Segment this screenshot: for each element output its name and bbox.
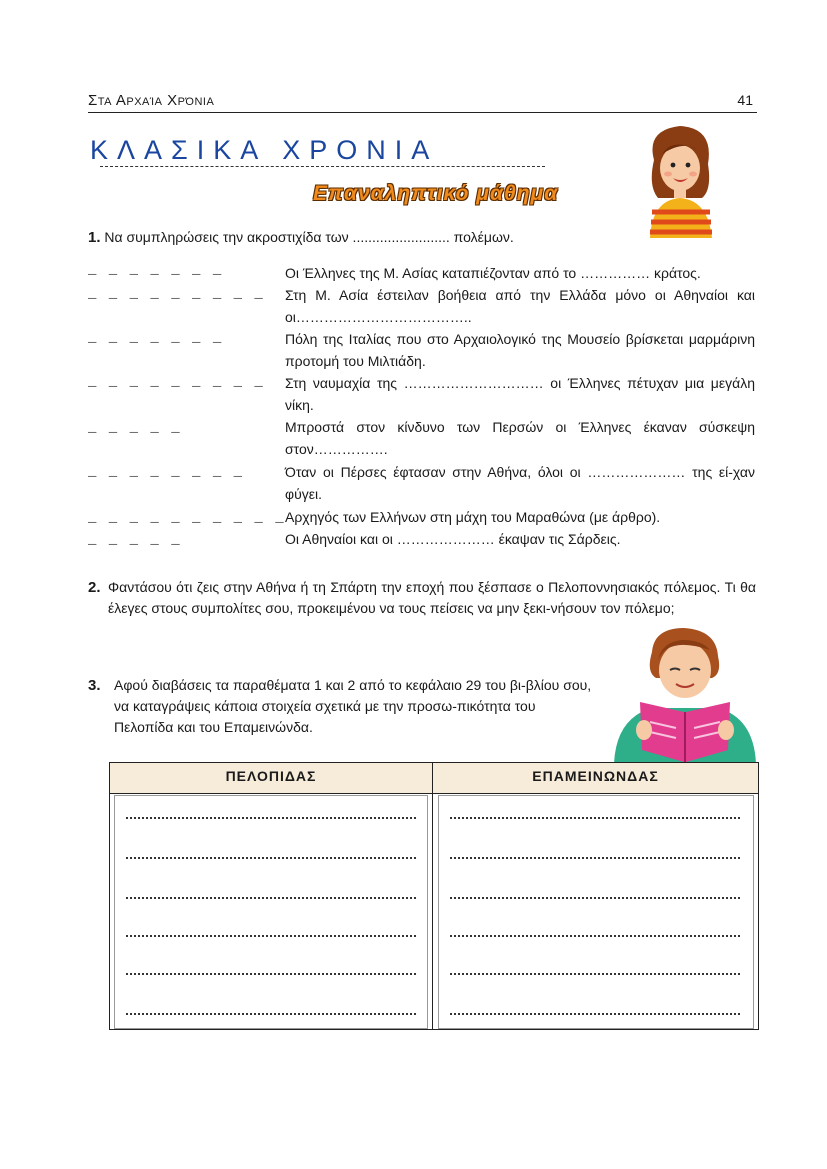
acrostic-clue: Οι Έλληνες της Μ. Ασίας καταπιέζονταν από το …………… κράτος.	[285, 265, 701, 281]
acrostic-blanks[interactable]: _ _ _ _ _ _ _	[88, 330, 224, 346]
comparison-table	[109, 762, 759, 1030]
acrostic-blanks[interactable]: _ _ _ _ _ _ _	[88, 262, 224, 278]
acrostic-clue: Αρχηγός των Ελλήνων στη μάχη του Μαραθώνα (με άρθρο).	[285, 509, 661, 525]
answer-line[interactable]	[126, 817, 416, 819]
answer-line[interactable]	[450, 935, 740, 937]
page-number: 41	[737, 92, 753, 108]
column-header-epameinondas: ΕΠΑΜΕΙΝΩΝΔΑΣ	[532, 768, 659, 784]
answer-line[interactable]	[450, 857, 740, 859]
acrostic-clue: Στη Μ. Ασία έστειλαν βοήθεια από την Ελλάδα μόνο οι Αθηναίοι και οι………………………………..	[285, 287, 755, 325]
question-number: 1.	[88, 229, 101, 246]
acrostic-blanks[interactable]: _ _ _ _ _ _ _ _ _	[88, 286, 265, 302]
question-number: 3.	[88, 677, 101, 694]
answer-line[interactable]	[450, 817, 740, 819]
question-text: Αφού διαβάσεις τα παραθέματα 1 και 2 από το κεφάλαιο 29 του βι-βλίου σου, να καταγράψεις κάποια στοιχεία σχετικά με την προσω-πικότητα του Πελοπίδα και του Επαμεινώνδα.	[114, 677, 592, 735]
acrostic-clue: Όταν οι Πέρσες έφτασαν στην Αθήνα, όλοι οι ………………… της εί-χαν φύγει.	[285, 464, 755, 502]
answer-box-left[interactable]	[114, 795, 428, 1029]
question-3	[88, 675, 598, 738]
acrostic-blanks[interactable]: _ _ _ _ _	[88, 532, 182, 548]
column-header-pelopidas: ΠΕΛΟΠΙΔΑΣ	[225, 768, 317, 784]
question-text: Φαντάσου ότι ζεις στην Αθήνα ή τη Σπάρτη την εποχή που ξέσπασε ο Πελοποννησιακός πόλεμος. Τι θα έλεγες στους συμπολίτες σου, προκειμένου να τους πείσεις να μην ξεκι-νήσουν τον πόλεμο;	[108, 579, 756, 616]
column-divider	[432, 763, 433, 1029]
answer-line[interactable]	[126, 857, 416, 859]
running-title: Στα Αρχαία Χρόνια	[88, 92, 215, 109]
acrostic-blanks[interactable]: _ _ _ _ _ _ _ _ _ _	[88, 510, 286, 526]
question-text: Να συμπληρώσεις την ακροστιχίδα των ......................... πολέμων.	[104, 229, 514, 245]
acrostic-blanks[interactable]: _ _ _ _ _ _ _ _	[88, 464, 245, 480]
header-rule	[88, 112, 757, 113]
acrostic-blanks[interactable]: _ _ _ _ _ _ _ _ _	[88, 374, 265, 390]
boy-reading-illustration	[612, 626, 758, 764]
acrostic-clue: Οι Αθηναίοι και οι ………………… έκαψαν τις Σάρδεις.	[285, 531, 621, 547]
title-underline	[100, 166, 545, 167]
girl-illustration	[640, 120, 720, 238]
question-1	[88, 227, 628, 248]
acrostic-blanks[interactable]: _ _ _ _ _	[88, 420, 182, 436]
answer-line[interactable]	[450, 1013, 740, 1015]
answer-line[interactable]	[450, 897, 740, 899]
answer-line[interactable]	[450, 973, 740, 975]
answer-line[interactable]	[126, 1013, 416, 1015]
answer-line[interactable]	[126, 897, 416, 899]
page-title: ΚΛΑΣΙΚΑ ΧΡΟΝΙΑ	[90, 135, 439, 165]
answer-line[interactable]	[126, 973, 416, 975]
question-2	[88, 577, 756, 619]
acrostic-clue: Στη ναυμαχία της ………………………… οι Έλληνες πέτυχαν μια μεγάλη νίκη.	[285, 375, 755, 413]
question-number: 2.	[88, 579, 101, 596]
lesson-subtitle: Επαναληπτικό μάθημα	[313, 182, 559, 205]
answer-box-right[interactable]	[438, 795, 754, 1029]
acrostic-clue: Μπροστά στον κίνδυνο των Περσών οι Έλληνες έκαναν σύσκεψη στον…………….	[285, 419, 755, 457]
answer-line[interactable]	[126, 935, 416, 937]
acrostic-clue: Πόλη της Ιταλίας που στο Αρχαιολογικό της Μουσείο βρίσκεται μαρμάρινη προτομή του Μιλτιάδη.	[285, 331, 755, 369]
